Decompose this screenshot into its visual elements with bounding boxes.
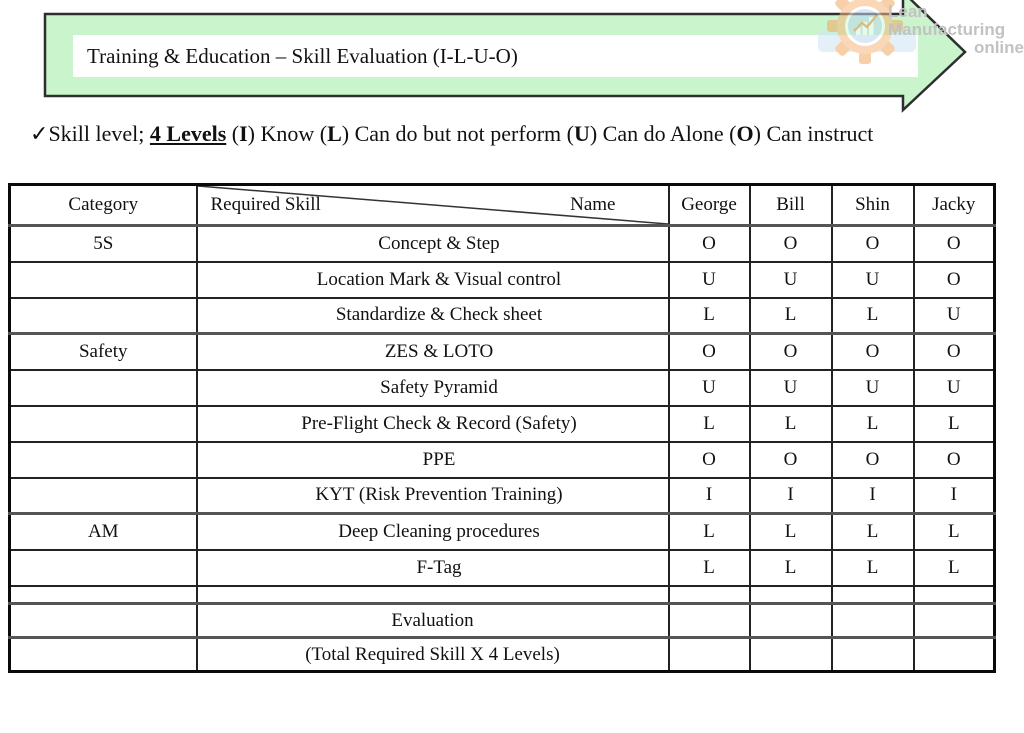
total-label: (Total Required Skill X 4 Levels) <box>197 638 669 672</box>
level-cell: U <box>750 370 832 406</box>
category-cell <box>10 406 197 442</box>
person-header-jacky: Jacky <box>914 185 995 226</box>
level-cell: L <box>914 406 995 442</box>
level-cell: O <box>669 442 750 478</box>
level-cell: L <box>750 514 832 550</box>
empty-cell <box>832 604 914 638</box>
level-cell: L <box>832 514 914 550</box>
level-cell: U <box>914 370 995 406</box>
empty-cell <box>750 586 832 604</box>
category-header: Category <box>10 185 197 226</box>
level-cell: L <box>832 550 914 586</box>
category-cell <box>10 370 197 406</box>
empty-cell <box>669 586 750 604</box>
page-title: Training & Education – Skill Evaluation (I-L-U-O) <box>87 44 518 68</box>
spacer-row <box>10 586 995 604</box>
empty-cell <box>914 586 995 604</box>
empty-cell <box>914 604 995 638</box>
table-row <box>10 298 995 334</box>
legend-levels: 4 Levels <box>149 121 227 146</box>
legend-text: ) Can do but not perform ( <box>341 121 574 146</box>
skill-cell: Location Mark & Visual control <box>197 262 669 298</box>
empty-cell <box>669 604 750 638</box>
skill-cell: Standardize & Check sheet <box>197 298 669 334</box>
level-cell: L <box>750 550 832 586</box>
table-row <box>10 406 995 442</box>
person-header-george: George <box>669 185 750 226</box>
level-cell: U <box>669 370 750 406</box>
category-cell <box>10 442 197 478</box>
person-header-bill: Bill <box>750 185 832 226</box>
table-row <box>10 550 995 586</box>
legend-text: ) Can do Alone ( <box>589 121 737 146</box>
skill-cell: F-Tag <box>197 550 669 586</box>
legend-key-u: U <box>573 121 590 146</box>
skill-cell: PPE <box>197 442 669 478</box>
level-cell: O <box>832 226 914 262</box>
legend-text: ) Can instruct <box>753 121 874 146</box>
table-row <box>10 442 995 478</box>
level-cell: U <box>914 298 995 334</box>
skill-cell: KYT (Risk Prevention Training) <box>197 478 669 514</box>
level-cell: O <box>750 334 832 370</box>
level-cell: O <box>750 442 832 478</box>
level-cell: O <box>669 334 750 370</box>
watermark-line: Lean <box>888 2 928 21</box>
empty-cell <box>914 638 995 672</box>
level-cell: I <box>750 478 832 514</box>
level-cell: I <box>832 478 914 514</box>
table-row <box>10 226 995 262</box>
level-cell: O <box>832 334 914 370</box>
level-cell: O <box>914 226 995 262</box>
level-cell: U <box>750 262 832 298</box>
level-cell: I <box>914 478 995 514</box>
empty-cell <box>669 638 750 672</box>
category-cell <box>10 550 197 586</box>
empty-cell <box>750 638 832 672</box>
level-cell: L <box>669 406 750 442</box>
empty-cell <box>750 604 832 638</box>
empty-cell <box>10 638 197 672</box>
table-row <box>10 334 995 370</box>
watermark-line: online <box>973 38 1024 57</box>
watermark-line: Manufacturing <box>888 20 1006 39</box>
category-cell <box>10 298 197 334</box>
level-cell: L <box>832 298 914 334</box>
empty-cell <box>832 586 914 604</box>
level-cell: L <box>669 550 750 586</box>
level-cell: I <box>669 478 750 514</box>
skill-cell: Concept & Step <box>197 226 669 262</box>
legend-text: ( <box>226 121 240 146</box>
level-cell: L <box>914 514 995 550</box>
empty-cell <box>10 586 197 604</box>
table-row <box>10 514 995 550</box>
banner-title-box <box>73 35 918 77</box>
level-cell: O <box>669 226 750 262</box>
evaluation-row <box>10 604 995 638</box>
legend-lead: Skill level; <box>48 121 150 146</box>
table-row <box>10 370 995 406</box>
name-label: Name <box>570 194 616 215</box>
category-cell: 5S <box>10 226 197 262</box>
empty-cell <box>197 586 669 604</box>
legend-key-i: I <box>239 121 248 146</box>
level-cell: O <box>750 226 832 262</box>
watermark-logo-text <box>888 3 1024 57</box>
category-cell: Safety <box>10 334 197 370</box>
level-cell: L <box>914 550 995 586</box>
level-cell: L <box>832 406 914 442</box>
level-cell: L <box>669 298 750 334</box>
empty-cell <box>832 638 914 672</box>
skill-cell: Pre-Flight Check & Record (Safety) <box>197 406 669 442</box>
category-cell <box>10 478 197 514</box>
category-cell <box>10 262 197 298</box>
level-cell: U <box>669 262 750 298</box>
level-cell: L <box>669 514 750 550</box>
evaluation-label: Evaluation <box>197 604 669 638</box>
level-cell: U <box>832 370 914 406</box>
skill-cell: Safety Pyramid <box>197 370 669 406</box>
category-cell: AM <box>10 514 197 550</box>
skill-cell: Deep Cleaning procedures <box>197 514 669 550</box>
person-header-shin: Shin <box>832 185 914 226</box>
level-cell: L <box>750 298 832 334</box>
table-header-row <box>10 185 995 226</box>
level-cell: L <box>750 406 832 442</box>
level-cell: O <box>914 334 995 370</box>
total-row <box>10 638 995 672</box>
table-row <box>10 262 995 298</box>
required-skill-header <box>197 185 669 226</box>
skill-cell: ZES & LOTO <box>197 334 669 370</box>
level-cell: O <box>914 262 995 298</box>
legend-key-l: L <box>327 121 342 146</box>
legend-key-o: O <box>736 121 754 146</box>
level-cell: O <box>832 442 914 478</box>
level-cell: O <box>914 442 995 478</box>
legend-text: ) Know ( <box>247 121 328 146</box>
empty-cell <box>10 604 197 638</box>
table-row <box>10 478 995 514</box>
required-skill-label: Required Skill <box>210 194 321 215</box>
checkmark-icon: ✓ <box>30 121 49 146</box>
skill-matrix-table <box>8 183 996 673</box>
level-cell: U <box>832 262 914 298</box>
